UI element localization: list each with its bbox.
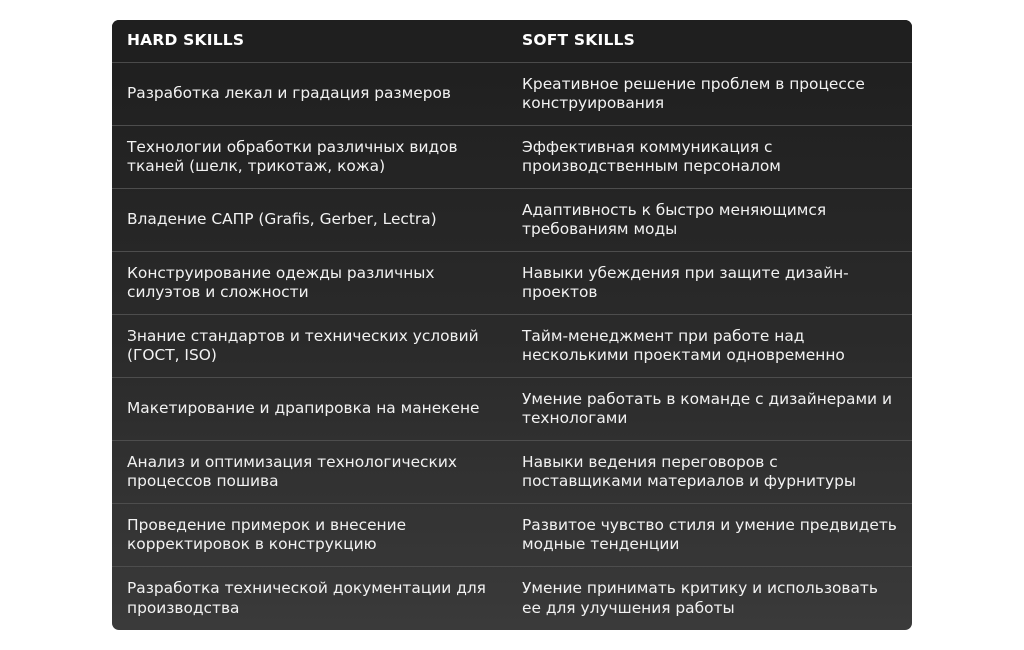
soft-skill-cell: Умение работать в команде с дизайнерами и технологами	[522, 389, 892, 427]
table-row	[112, 189, 912, 252]
table-row	[112, 504, 912, 567]
table-row	[112, 252, 912, 315]
hard-skill-cell: Технологии обработки различных видов тканей (шелк, трикотаж, кожа)	[127, 137, 458, 175]
table-row	[112, 126, 912, 189]
header-soft-skills: SOFT SKILLS	[522, 31, 635, 50]
hard-skill-cell: Владение САПР (Grafis, Gerber, Lectra)	[127, 210, 437, 229]
table-row	[112, 378, 912, 441]
table-header	[112, 20, 912, 63]
soft-skill-cell: Умение принимать критику и использовать ее для улучшения работы	[522, 579, 878, 617]
hard-skill-cell: Конструирование одежды различных силуэтов и сложности	[127, 263, 435, 301]
soft-skill-cell: Креативное решение проблем в процессе конструирования	[522, 74, 865, 112]
soft-skill-cell: Адаптивность к быстро меняющимся требованиям моды	[522, 200, 827, 238]
table-row	[112, 567, 912, 630]
soft-skill-cell: Развитое чувство стиля и умение предвидеть модные тенденции	[522, 515, 897, 553]
soft-skill-cell: Тайм-менеджмент при работе над несколькими проектами одновременно	[522, 326, 845, 364]
soft-skill-cell: Навыки убеждения при защите дизайн-проектов	[522, 263, 849, 301]
table-row	[112, 63, 912, 126]
hard-skill-cell: Знание стандартов и технических условий (ГОСТ, ISO)	[127, 326, 479, 364]
table-row	[112, 315, 912, 378]
hard-skill-cell: Проведение примерок и внесение корректировок в конструкцию	[127, 515, 407, 553]
hard-skill-cell: Анализ и оптимизация технологических процессов пошива	[127, 452, 457, 490]
soft-skill-cell: Навыки ведения переговоров с поставщиками материалов и фурнитуры	[522, 452, 857, 490]
header-hard-skills: HARD SKILLS	[127, 31, 245, 50]
table-body	[112, 63, 912, 630]
hard-skill-cell: Макетирование и драпировка на манекене	[127, 399, 480, 418]
skills-table	[112, 20, 912, 630]
hard-skill-cell: Разработка лекал и градация размеров	[127, 84, 451, 103]
soft-skill-cell: Эффективная коммуникация с производственным персоналом	[522, 137, 781, 175]
hard-skill-cell: Разработка технической документации для производства	[127, 579, 486, 617]
table-row	[112, 441, 912, 504]
